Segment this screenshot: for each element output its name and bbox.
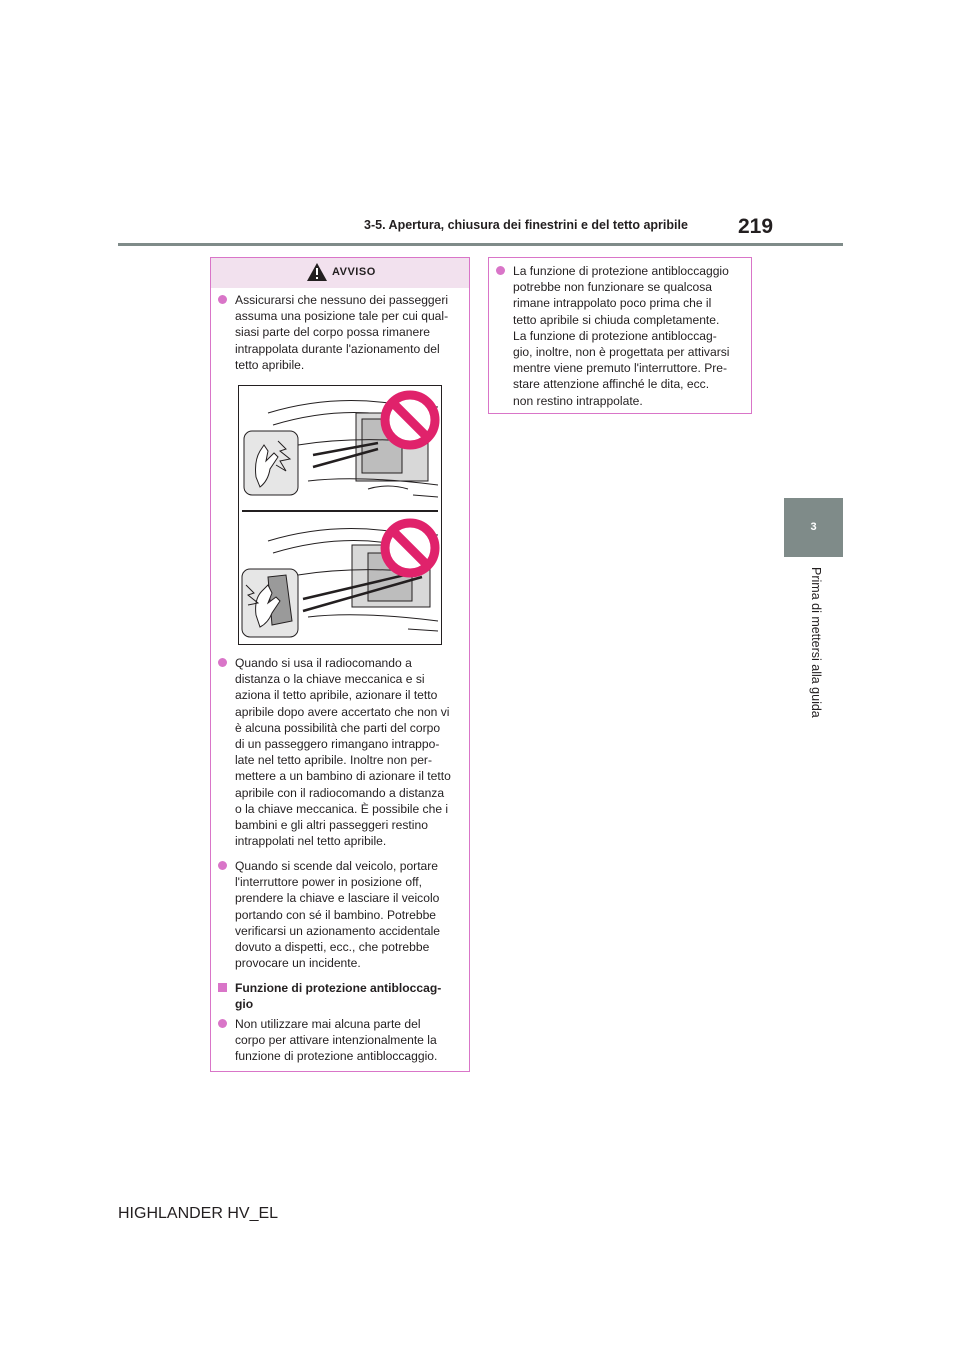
- para-line: mettere a un bambino di azionare il tetto: [235, 769, 451, 784]
- para-line: intrappolati nel tetto apribile.: [235, 834, 387, 849]
- para-line: La funzione di protezione antibloccaggio: [513, 264, 729, 278]
- para-line: gio: [235, 997, 254, 1012]
- prohibition-sign-lower: [385, 523, 435, 573]
- bullet-dot: [218, 861, 227, 870]
- para-line: potrebbe non funzionare se qualcosa: [513, 280, 713, 295]
- bullet-square: [218, 983, 227, 992]
- para-line: portando con sé il bambino. Potrebbe: [235, 907, 437, 922]
- bullet-dot: [218, 658, 227, 667]
- bullet-dot: [218, 295, 227, 304]
- para-line: tetto apribile.: [235, 357, 305, 372]
- para-line: non restino intrappolate.: [513, 393, 643, 408]
- warning-paragraph: [218, 1016, 437, 1065]
- para-line: apribile con il radiocomando a distanza: [235, 785, 445, 800]
- warning-header: [211, 258, 469, 288]
- warning-box: [210, 257, 470, 1072]
- page-header-title: 3-5. Apertura, chiusura dei finestrini e del tetto apribile: [364, 218, 688, 232]
- para-line: mentre viene premuto l'interruttore. Pre-: [513, 361, 728, 376]
- bullet-dot: [218, 1019, 227, 1028]
- footer-model-name: HIGHLANDER HV_EL: [118, 1205, 279, 1222]
- para-line: corpo per attivare intenzionalmente la: [235, 1033, 437, 1048]
- chapter-side-label: [808, 567, 824, 737]
- para-line: Non utilizzare mai alcuna parte del: [235, 1017, 421, 1031]
- hand-inset-lower: [242, 569, 298, 637]
- para-line: apribile dopo avere accertato che non vi: [235, 704, 450, 719]
- para-line: verificarsi un azionamento accidentale: [235, 923, 441, 938]
- para-line: stare attenzione affinché le dita, ecc.: [513, 377, 710, 392]
- hand-inset-upper: [244, 431, 298, 495]
- para-line: provocare un incidente.: [235, 956, 361, 971]
- page-number: 219: [738, 215, 774, 238]
- warning-title: AVVISO: [332, 266, 376, 278]
- para-line: assuma una posizione tale per cui qual-: [235, 309, 449, 324]
- info-box: [488, 257, 752, 414]
- para-line: di un passeggero rimangano intrappo-: [235, 737, 440, 752]
- para-line: Funzione di protezione antibloccag-: [235, 981, 442, 995]
- prohibition-sign-upper: [385, 395, 435, 445]
- para-line: intrappolata durante l'azionamento del: [235, 341, 440, 356]
- chapter-title: Prima di mettersi alla guida: [809, 567, 823, 718]
- para-line: bambini e gli altri passeggeri restino: [235, 818, 428, 833]
- para-line: aziona il tetto apribile, azionare il tetto: [235, 688, 438, 703]
- para-line: l'interruttore power in posizione off,: [235, 875, 422, 890]
- header-rule: [118, 243, 843, 246]
- para-line: distanza o la chiave meccanica e si: [235, 672, 425, 687]
- para-line: Quando si usa il radiocomando a: [235, 656, 412, 670]
- warning-triangle-icon: [306, 262, 328, 282]
- para-line: è alcuna possibilità che parti del corpo: [235, 720, 441, 735]
- warning-paragraph: [218, 655, 451, 849]
- para-line: o la chiave meccanica. È possibile che i: [235, 801, 449, 816]
- para-line: gio, inoltre, non è progettata per attivarsi: [513, 345, 730, 360]
- para-line: prendere la chiave e lasciare il veicolo: [235, 891, 440, 906]
- para-line: rimane intrappolato poco prima che il: [513, 296, 712, 311]
- warning-paragraph: [218, 292, 448, 373]
- chapter-number: 3: [810, 521, 817, 533]
- section-heading: [218, 980, 441, 1012]
- para-line: tetto apribile si chiuda completamente.: [513, 312, 720, 327]
- bullet-dot: [496, 266, 505, 275]
- para-line: late nel tetto apribile. Inoltre non per-: [235, 753, 432, 768]
- para-line: La funzione di protezione antibloccag-: [513, 328, 717, 343]
- para-line: funzione di protezione antibloccaggio.: [235, 1049, 438, 1064]
- sunroof-pinch-illustration: [238, 385, 442, 645]
- para-line: Quando si scende dal veicolo, portare: [235, 859, 439, 873]
- warning-paragraph: [218, 858, 440, 971]
- info-paragraph: [496, 263, 729, 409]
- para-line: Assicurarsi che nessuno dei passeggeri: [235, 293, 449, 307]
- para-line: dovuto a dispetti, ecc., che potrebbe: [235, 940, 430, 955]
- para-line: siasi parte del corpo possa rimanere: [235, 325, 430, 340]
- chapter-tab: [784, 498, 843, 557]
